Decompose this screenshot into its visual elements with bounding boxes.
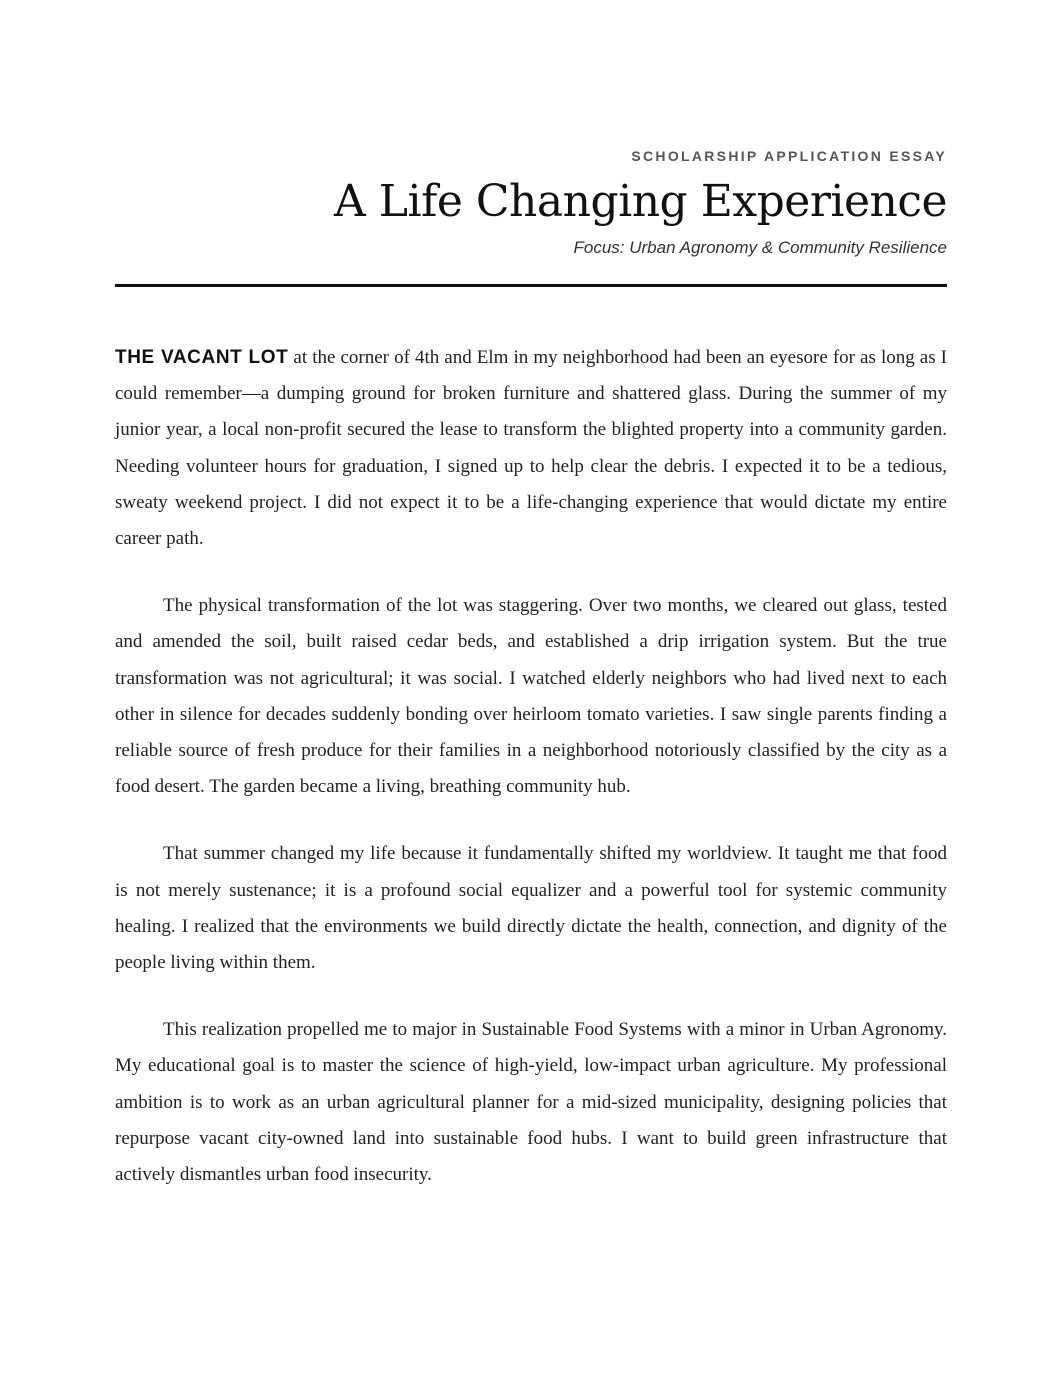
- essay-title: A Life Changing Experience: [334, 176, 947, 227]
- paragraph-3: That summer changed my life because it fundamentally shifted my worldview. It taught me that food is not merely sustenance; it is a profound social equalizer and a powerful tool for systemic community healing. I realized that the environments we build directly dictate the health, connection, and dignity of the people living within them.: [115, 843, 947, 974]
- paragraph-1-text: at the corner of 4th and Elm in my neighborhood had been an eyesore for as long as I could remember—a dumping ground for broken furniture and shattered glass. During the summer of my junior year, a local non-profit secured the lease to transform the blighted property into a community garden. Needing volunteer hours for graduation, I signed up to help clear the debris. I expected it to be a tedious, sweaty weekend project. I did not expect it to be a life-changing experience that would dictate my entire career path.: [115, 347, 948, 550]
- paragraph-4: This realization propelled me to major in Sustainable Food Systems with a minor in Urban Agronomy. My educational goal is to master the science of high-yield, low-impact urban agriculture. My professional ambition is to work as an urban agricultural planner for a mid-sized municipality, designing policies that repurpose vacant city-owned land into sustainable food hubs. I want to build green infrastructure that actively dismantles urban food insecurity.: [115, 1019, 947, 1186]
- lead-in: THE VACANT LOT: [115, 347, 289, 368]
- essay-kicker: SCHOLARSHIP APPLICATION ESSAY: [631, 148, 947, 164]
- paragraph-1: [115, 340, 947, 557]
- essay-focus: Focus: Urban Agronomy & Community Resilience: [573, 238, 947, 257]
- essay-body: [115, 340, 947, 1224]
- essay-header: [115, 146, 947, 260]
- paragraph-2: The physical transformation of the lot was staggering. Over two months, we cleared out glass, tested and amended the soil, built raised cedar beds, and established a drip irrigation system. But the true transformation was not agricultural; it was social. I watched elderly neighbors who had lived next to each other in silence for decades suddenly bonding over heirloom tomato varieties. I saw single parents finding a reliable source of fresh produce for their families in a neighborhood notoriously classified by the city as a food desert. The garden became a living, breathing community hub.: [115, 595, 947, 798]
- header-divider: [115, 284, 947, 287]
